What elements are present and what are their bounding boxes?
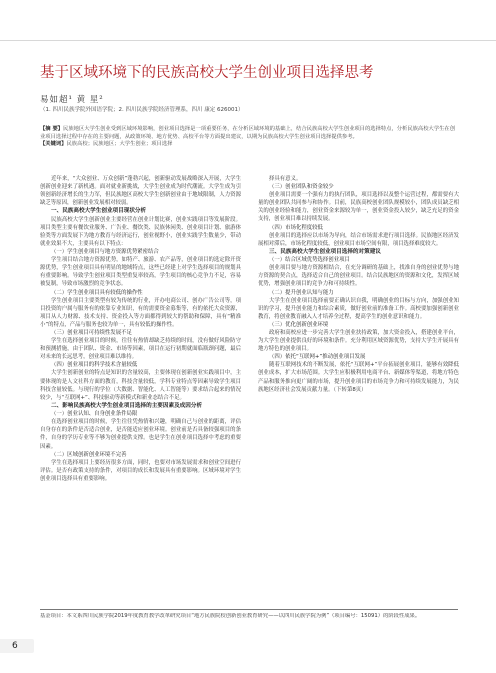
- body-paragraph: 择具有意义。: [269, 176, 302, 182]
- body-paragraph: 随着互联网技术的不断发展，依托“互联网+”平台拓展创业项目，能够有效降低创业成本，扩大市场范围。大学生应积极利用电商平台、新媒体等渠道，将地方特色产品和服务推向更广阔的市场，提升创业项目的市场竞争力和可持续发展能力，为民族地区经济社会发展贡献力量。（下转第8页）: [258, 362, 459, 393]
- body-paragraph: 近年来，“大众创业、万众创新”蓬勃兴起，创新驱动发展战略深入开展，大学生创新创业迎来了新机遇。面对就业新挑战，大学生创业成为时代潮流。大学生成为引领创新经济增长的生力军，但民族地区高校大学生创新创业由于地域限制，人力资源缺乏等原因，创新创业发展相对较弱。: [40, 176, 241, 207]
- paper-title: 基于区域环境下的民族高校大学生创业项目选择思考: [40, 65, 374, 81]
- section-heading: （一）结合区域优势选择创业项目: [269, 257, 350, 264]
- body-paragraph: 大学生创新创业的特点是知识的含量较高，主要体现在创新创业实践项目中，主要体现的是人文社科方面的教育，科技含量较低，学科专业特点等因素导致学生项目科技含量较低。与现行的学位（大数据、智能化、人工智能等）要求结合起来的情况较少，与“互联网+”、科技驱动等新模式和新业态结合不足。: [40, 370, 241, 401]
- footnote-rule: [40, 609, 458, 610]
- section-heading: （三）优化创新创业环境: [269, 321, 329, 328]
- body-paragraph: 创业项目的选择应以市场为导向，结合市场需求进行项目选择。民族地区经济发展相对滞后，市场化程度较低，创业项目市场空间有限，项目选择难度较大。: [258, 232, 459, 247]
- author-line: [40, 95, 104, 105]
- body-paragraph: 在选择创业项目的时候，学生往往凭热情和兴趣，明确自己与创业的距离，评估自身存在的条件是否适合创业，是否能适应创业环境。创业前是否具备较强项目的条件，自身的学历专业等不够为创业提供支撑。也是学生在创业项目选择中考虑的重要因素。: [40, 419, 241, 450]
- keywords-paragraph: [40, 141, 458, 149]
- abstract-text: 民族地区大学生创业受到区域环境影响，创业项目选择是一项重要任务，在分析区域环境的基础上，结合民族高校大学生创业项目的选择特点，分析民族高校大学生在创业项目选择过程中存在的主要问题，从政策环境、地方优势、高校平台等方面提出建议，以期为民族高校大学生创业项目选择提供参考。: [40, 126, 456, 140]
- keywords-text: 民族高校；民族地区；大学生创业；项目选择: [66, 141, 173, 148]
- page-number: 6: [12, 641, 18, 651]
- section-heading: （三）创业项目可持续性发展不足: [51, 329, 132, 336]
- keywords-label: 【关键词】: [40, 141, 67, 148]
- body-paragraph: 学生在选择创业项目的时候，往往有热情却缺乏持续的时间，没有做好风险防守和预测措施，由于团队、资金、市场等因素，项目在运行初期就面临瓶颈问题，最后对未来的长远思考，创业项目难以维持。: [40, 338, 241, 361]
- header-bar: [0, 0, 496, 40]
- right-column: [258, 175, 459, 394]
- author-affiliation: （1. 四川民族学院外国语学院；2. 四川民族学院经济管理系，四川 康定 626001）: [40, 107, 244, 113]
- body-paragraph: 创业项目要与地方资源相结合，在充分调研的基础上，找准自身的创业优势与地方资源的契合点，选择适合自己的创业项目。结合民族地区的资源和文化，发挥区域优势，增强创业项目的竞争力和可持续性。: [258, 265, 459, 288]
- body-paragraph: 学生在选择项目上要经历很多方面，同时，也要对市场发展需求和创业空间进行评估。是否有政策支持的条件，对项目的成长和发展具有重要影响。区域环境对学生创业项目选择具有重要影响。: [40, 459, 241, 482]
- abstract-paragraph: [40, 126, 458, 141]
- section-heading: 一、民族高校大学生创业项目现状分析: [51, 208, 147, 215]
- body-paragraph: 大学生在创业项目选择前要正确认识自我，明确创业的目标与方向，加强创业知识的学习，提升创业能力和综合素质，做好创业前的准备工作。高校要加强创新创业教育，将创业教育融入人才培养全过程，提高学生的创业意识和能力。: [258, 297, 459, 320]
- section-heading: （一）学生创业项目与地方资源优势紧密结合: [51, 249, 159, 256]
- header-rule: [0, 40, 496, 41]
- body-paragraph: 学生项目结合地方资源优势，如特产、旅游、农产品等，创业项目的选定除开资源优势，学生创业项目具有明显的地域特点，这些已经建上对学生选择项目的规划具有重要影响。导致学生创业项目类型重复率较高，学生项目的核心竞争力不足，容易被复制，导致市场激烈的竞争状态。: [40, 257, 241, 288]
- section-heading: 二、影响民族高校大学生创业项目选择的主要因素及成因分析: [51, 402, 203, 409]
- author-names: 易如超¹ 黄 星²: [40, 95, 104, 105]
- section-heading: （四）市场化程度较低: [269, 224, 323, 231]
- left-column: [40, 175, 241, 483]
- section-heading: （一）创业认知、自身创业条件局限: [51, 411, 138, 418]
- funding-note: 基金项目：本文系四川民族学院2019年度教育教学改革研究项目“地方民族院校创新创业教育研究——以四川民族学院为例”（项目编号：15091）的阶段性成果。: [40, 613, 421, 619]
- section-heading: （二）区域创新创业环境不完善: [51, 451, 127, 458]
- body-paragraph: 政府和高校应进一步完善大学生创业扶持政策，加大资金投入，搭建创业平台，为大学生创业提供良好的环境和条件。充分利用区域资源优势，支持大学生开展具有地方特色的创业项目。: [258, 329, 459, 353]
- body-paragraph: 创业项目需要一个强有力的执行团队，项目选择以及整个运营过程，都需要有大量的创业团队共同参与和协作。目前，民族高校创业团队规模较小，团队成员缺乏相关的创业经验和能力，创业资金来源较为单一，创业资金投入较少，缺乏充足的资金支持，创业项目难以持续发展。: [258, 192, 459, 223]
- section-heading: （二）学生创业项目具有较低的操作性: [51, 289, 143, 296]
- abstract-label: 【摘 要】: [40, 126, 64, 132]
- section-heading: （二）提升创业认知与能力: [269, 289, 334, 296]
- abstract-section: [40, 126, 458, 149]
- section-heading: （四）依托“互联网+”推动创业项目发展: [269, 354, 366, 361]
- section-heading: （三）创业团队和资金较少: [269, 184, 334, 191]
- body-paragraph: 民族高校大学生创新创业主要经营在创业计划比赛，创业实践项目等发展阶段。项目类型主要有餐饮业服务、广告业、餐饮类、民族休闲类、创业项目计划、旅游体验类等方面发展下为地方教育与经济运行，创业视野小，创业实践学生数量少，带动就业效果不大，主要具有以下特点：: [40, 216, 241, 247]
- body-paragraph: 学生创业项目主要类型有较为传统的行业，开办电商公司、创办广告公司等，项目投资的户属与服务有的依靠专业知识，有的需要资金募集等，有的依托大众资源，项目从人力财源、技术支持、资金投入等方面都得到较大的帮助和保障，具有“精准小”的特点，产品与服务也较为单一，具有较低的操作性。: [40, 297, 241, 328]
- section-heading: 三、民族高校大学生创业项目选择的对策建议: [269, 248, 381, 255]
- section-heading: （四）创业项目的科学技术含量较低: [51, 362, 138, 369]
